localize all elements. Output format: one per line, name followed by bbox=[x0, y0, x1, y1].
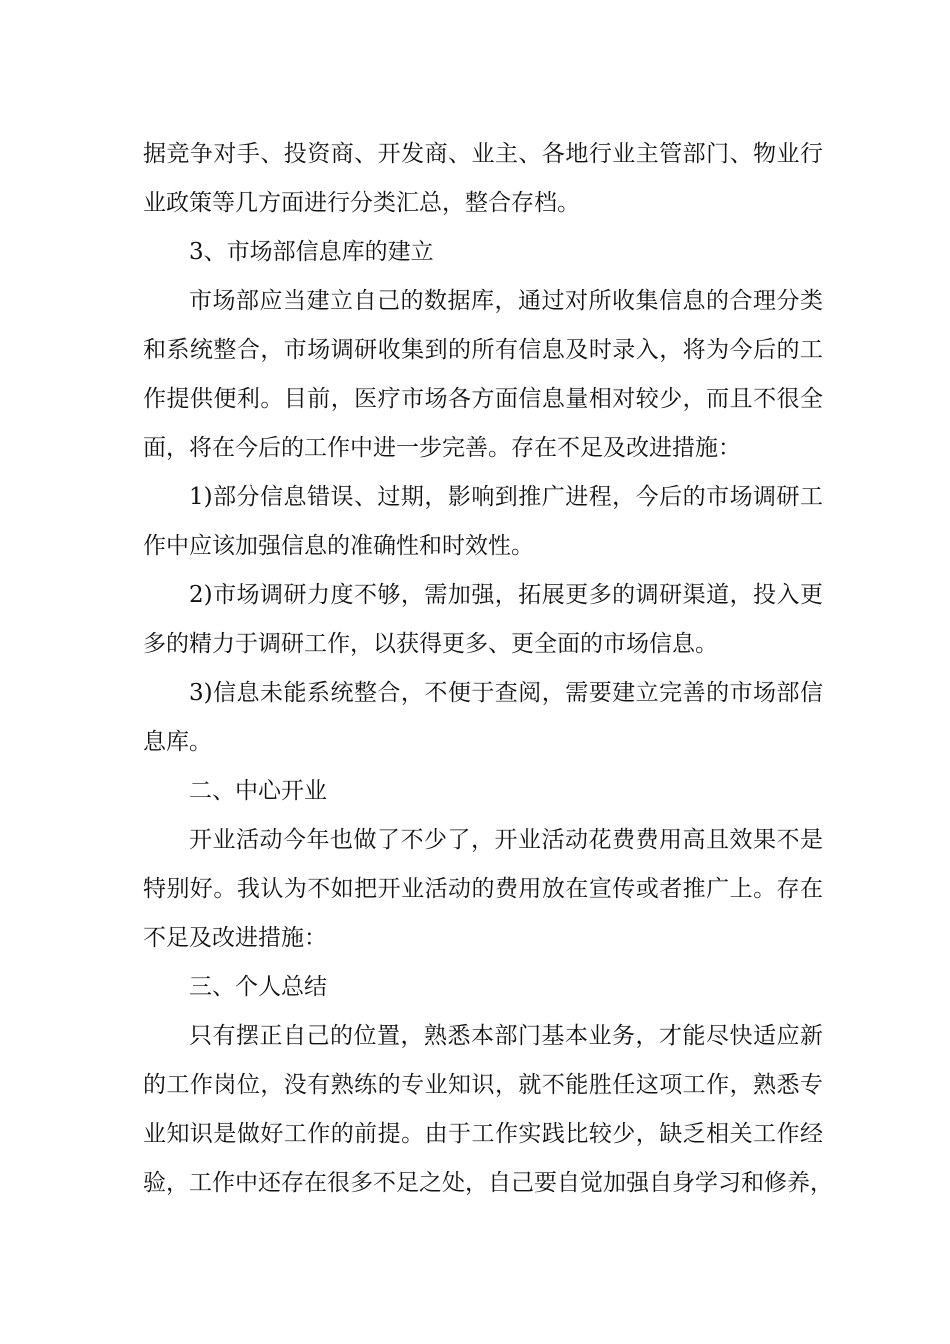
paragraph bbox=[143, 816, 823, 963]
text-line: 1)部分信息错误、过期，影响到推广进程，今后的市场调研工 bbox=[189, 484, 823, 510]
text-line: 只有摆正自己的位置，熟悉本部门基本业务，才能尽快适应新 bbox=[189, 1023, 823, 1049]
text-line: 业知识是做好工作的前提。由于工作实践比较少，缺乏相关工作经 bbox=[143, 1121, 823, 1147]
paragraph bbox=[143, 767, 823, 816]
text-line: 作提供便利。目前，医疗市场各方面信息量相对较少，而且不很全 bbox=[143, 386, 823, 412]
text-line: 和系统整合，市场调研收集到的所有信息及时录入，将为今后的工 bbox=[143, 337, 823, 363]
paragraph bbox=[143, 963, 823, 1012]
text-line: 市场部应当建立自己的数据库，通过对所收集信息的合理分类 bbox=[189, 288, 823, 314]
text-line: 特别好。我认为不如把开业活动的费用放在宣传或者推广上。存在 bbox=[143, 876, 823, 902]
paragraph bbox=[143, 669, 823, 767]
text-line: 3、市场部信息库的建立 bbox=[189, 239, 434, 265]
text-line: 的工作岗位，没有熟练的专业知识，就不能胜任这项工作，熟悉专 bbox=[143, 1072, 823, 1098]
paragraph bbox=[143, 228, 823, 277]
paragraph bbox=[143, 1012, 833, 1208]
text-line: 二、中心开业 bbox=[189, 778, 327, 804]
text-line: 息库。 bbox=[143, 729, 212, 755]
text-line: 业政策等几方面进行分类汇总，整合存档。 bbox=[143, 190, 580, 216]
text-line: 三、个人总结 bbox=[189, 974, 327, 1000]
text-line: 多的精力于调研工作，以获得更多、更全面的市场信息。 bbox=[143, 631, 718, 657]
paragraph bbox=[143, 277, 823, 473]
paragraph bbox=[143, 473, 823, 571]
text-line: 开业活动今年也做了不少了，开业活动花费费用高且效果不是 bbox=[189, 827, 823, 853]
text-line: 作中应该加强信息的准确性和时效性。 bbox=[143, 533, 534, 559]
text-line: 据竞争对手、投资商、开发商、业主、各地行业主管部门、物业行 bbox=[143, 141, 823, 167]
paragraph bbox=[143, 571, 823, 669]
paragraph bbox=[143, 130, 823, 228]
text-line: 2)市场调研力度不够，需加强，拓展更多的调研渠道，投入更 bbox=[189, 582, 823, 608]
text-line: 面，将在今后的工作中进一步完善。存在不足及改进措施： bbox=[143, 435, 741, 461]
text-line: 不足及改进措施： bbox=[143, 925, 327, 951]
text-line: 3)信息未能系统整合，不便于查阅，需要建立完善的市场部信 bbox=[189, 680, 823, 706]
text-line: 验，工作中还存在很多不足之处，自己要自觉加强自身学习和修养， bbox=[143, 1170, 833, 1196]
document-body bbox=[143, 130, 833, 1208]
